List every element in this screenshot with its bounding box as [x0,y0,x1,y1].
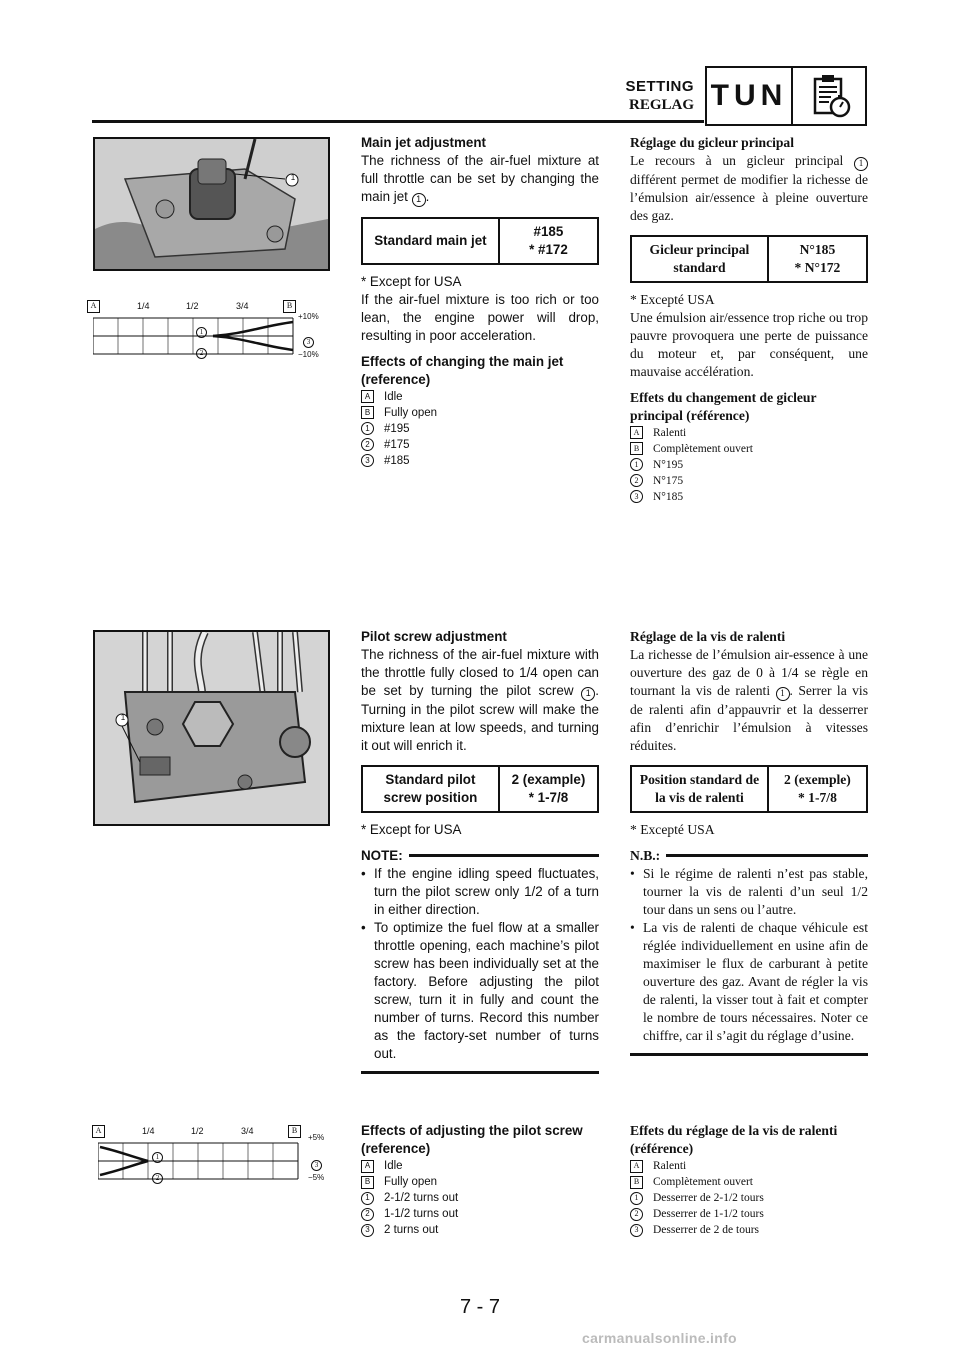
main-jet-en [361,134,599,469]
note-heading: NOTE: [361,847,599,865]
pilot-effects-en [361,1122,599,1238]
note-bullet: • Si le régime de ralenti n’est pas stable, tourner la vis de ralenti d’un seul 1/2 tour dans un sens ou l’autre. [630,865,868,919]
pilot-legend-fr: A Ralenti B Complètement ouvert 1 Desserrer de 2-1/2 tours 2 Desserrer de 1-1/2 tours 3 Desserrer de 2 de tours [630,1158,868,1238]
note-bullet: • La vis de ralenti de chaque véhicule est réglée individuellement en usine afin de maximiser le flux de carburant à petite ouverture des gaz. Avant de régler la vis de ralenti, la visser tout à fait et compter le nombre de tours nécessaires. Noter ce chiffre, car il s’agit du réglage d’usine. [630,919,868,1045]
main-jet-spec-table-en [361,217,599,265]
pilot-spec-table-fr [630,765,868,813]
usa-note-fr: * Excepté USA [630,821,715,837]
pilot-chart [95,1123,338,1185]
section-title-en: SETTING [625,78,694,95]
section-title-fr: REGLAG [628,97,694,113]
chart1-tick-1: 1/4 [137,301,150,311]
main-jet-body2-en: If the air-fuel mixture is too rich or too lean, the engine power will drop, resulting in poor acceleration. [361,291,599,343]
chart1-callout-3: 3 [303,330,314,348]
main-jet-chart [90,298,333,360]
chart2-tick-3: 3/4 [241,1126,254,1136]
chart1-callout-1: 1 [196,320,207,338]
note-bullets-fr [630,865,868,1045]
usa-note-fr: * Excepté USA [630,291,715,307]
main-jet-body-en: The richness of the air-fuel mixture at full throttle can be set by changing the main jet 1 . [361,152,599,207]
chart2-tick-2: 1/2 [191,1126,204,1136]
section-title [625,78,694,114]
main-jet-legend-fr: A Ralenti B Complètement ouvert 1 N°195 2 N°175 3 N°185 [630,425,868,505]
note-end-rule [630,1053,868,1056]
page-number: 7 - 7 [459,1296,501,1318]
chart1-minus: −10% [298,350,319,359]
pilot-body-fr: La richesse de l’émulsion air-essence à une ouverture des gaz de 0 à 1/4 se règle en tournant la vis de ralenti 1 . Serrer la vis de ralenti afin d’appauvrir et la desserrer afin d’enrichir l’émulsion à vitesses réduites. [630,647,869,753]
spec-value: 2 (example) * 1-7/8 [499,766,598,812]
main-jet-fr [630,134,868,505]
chart1-tag-a: A [87,298,110,314]
spec-label: Standard pilot screw position [362,766,499,812]
main-jet-body-fr: Le recours à un gicleur principal 1 différent permet de modifier la richesse de l’émulsion air/essence à pleine ouverture des gaz. [630,153,868,223]
main-jet-body2-fr: Une émulsion air/essence trop riche ou trop pauvre provoquera une perte de puissance du moteur et, par conséquent, une mauvaise accélération. [630,309,868,379]
pilot-spec-table-en [361,765,599,813]
chart2-tick-1: 1/4 [142,1126,155,1136]
footer-watermark[interactable]: carmanualsonline.info [582,1330,737,1346]
spec-value: 2 (exemple) * 1-7/8 [768,766,867,812]
main-jet-photo [93,137,330,271]
spec-value: N°185 * N°172 [768,236,867,282]
main-jet-legend-en: A Idle B Fully open 1 #195 2 #175 3 #185 [361,389,599,469]
spec-label: Position standard de la vis de ralenti [631,766,768,812]
chart2-callout-3: 3 [311,1153,322,1171]
chart2-callout-2: 2 [152,1166,163,1184]
pilot-title-fr: Réglage de la vis de ralenti [630,629,786,644]
main-jet-spec-table-fr [630,235,868,283]
chart1-tick-2: 1/2 [186,301,199,311]
chart1-tick-3: 3/4 [236,301,249,311]
section-badge [705,66,867,126]
pilot-fr [630,628,868,1056]
pilot-effects-fr [630,1122,868,1238]
photo-callout-1: 1 [290,173,296,182]
note-bullets-en [361,865,599,1063]
chart1-tag-b: B [283,298,306,314]
main-jet-effects-title-fr: Effets du changement de gicleur principal (référence) [630,389,817,423]
note-bullet: • To optimize the fuel flow at a smaller throttle opening, each machine’s pilot screw has been individually set at the factory. Before adjusting the pilot screw, turn it in fully and count the number of turns. Record this number as the factory-set number of turns out. [361,919,599,1063]
chart2-tag-b: B [288,1123,311,1139]
pilot-en [361,628,599,1074]
main-jet-title-fr: Réglage du gicleur principal [630,135,795,150]
chart2-plus: +5% [308,1133,325,1142]
pilot-body-en: The richness of the air-fuel mixture with the throttle fully closed to 1/4 open can be set by turning the pilot screw 1 . Turning in the pilot screw will make the mixture lean at low speeds, and turning it out will enrich it. [361,647,599,753]
pilot-legend-en: A Idle B Fully open 1 2-1/2 turns out 2 1-1/2 turns out 3 2 turns out [361,1158,599,1238]
note-bullet: • If the engine idling speed fluctuates, turn the pilot screw only 1/2 of a turn in either direction. [361,865,599,919]
usa-note-en: * Except for USA [361,821,462,837]
usa-note-en: * Except for USA [361,273,462,289]
pilot-effects-title-en: Effects of adjusting the pilot screw (reference) [361,1123,583,1156]
clipboard-stopwatch-icon [793,68,865,124]
main-jet-title-en: Main jet adjustment [361,135,486,150]
header-rule [92,120,704,123]
note-end-rule [361,1071,599,1074]
photo-callout-1: 1 [120,713,126,722]
chart1-callout-2: 2 [196,341,207,359]
spec-label: Gicleur principal standard [631,236,768,282]
chart1-plus: +10% [298,312,319,321]
chart2-minus: −5% [308,1173,325,1182]
pilot-screw-photo [93,630,330,826]
spec-value: #185 * #172 [499,218,598,264]
chart2-tag-a: A [92,1123,115,1139]
main-jet-effects-title-en: Effects of changing the main jet (reference) [361,353,564,387]
note-heading: N.B.: [630,847,868,865]
spec-label: Standard main jet [362,218,499,264]
pilot-title-en: Pilot screw adjustment [361,629,507,644]
section-code: TUN [707,68,793,124]
pilot-effects-title-fr: Effets du réglage de la vis de ralenti (référence) [630,1123,838,1156]
chart2-callout-1: 1 [152,1145,163,1163]
